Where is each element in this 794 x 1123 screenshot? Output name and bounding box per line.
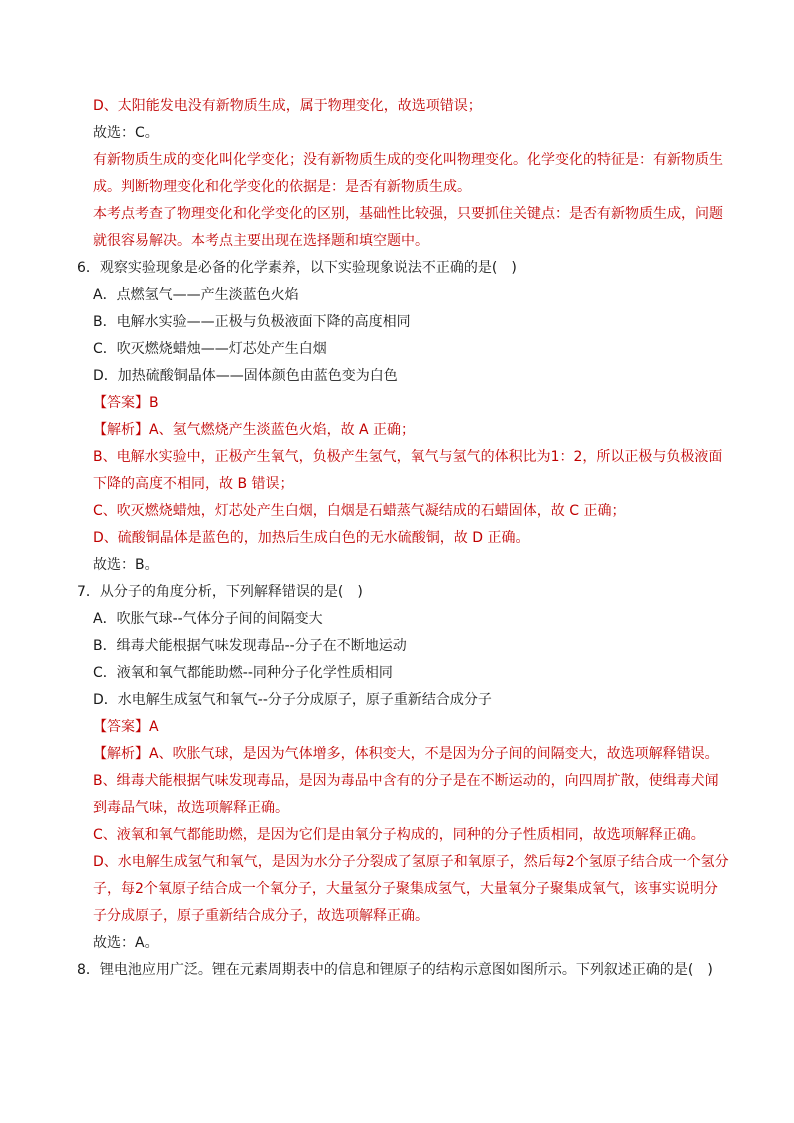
question-6-analysis-line-5: D、硫酸铜晶体是蓝色的，加热后生成白色的无水硫酸铜，故 D 正确。 (93, 530, 530, 546)
question-7-answer: 【答案】A (93, 719, 159, 735)
prev-summary-line-1: 有新物质生成的变化叫化学变化；没有新物质生成的变化叫物理变化。化学变化的特征是：有新物质生 (93, 152, 723, 168)
question-7-option-a: A．吹胀气球--气体分子间的间隔变大 (93, 611, 323, 627)
prev-summary-line-2: 成。判断物理变化和化学变化的依据是：是否有新物质生成。 (93, 179, 471, 195)
question-6-option-a: A．点燃氢气——产生淡蓝色火焰 (93, 287, 299, 303)
question-6-option-c: C．吹灭燃烧蜡烛——灯芯处产生白烟 (93, 341, 327, 357)
prev-comment-line-1: 本考点考查了物理变化和化学变化的区别，基础性比较强，只要抓住关键点：是否有新物质生成，问题 (93, 206, 723, 222)
document-body (77, 93, 727, 984)
question-8-stem: 8．锂电池应用广泛。锂在元素周期表中的信息和锂原子的结构示意图如图所示。下列叙述正确的是( ) (77, 962, 713, 978)
question-7-analysis-line-1: 【解析】A、吹胀气球，是因为气体增多，体积变大，不是因为分子间的间隔变大，故选项解释错误。 (93, 746, 719, 762)
question-6-answer: 【答案】B (93, 395, 159, 411)
question-7-select: 故选：A。 (93, 935, 159, 951)
question-7-analysis-line-4: C、液氧和氧气都能助燃，是因为它们是由氧分子构成的，同种的分子性质相同，故选项解释正确。 (93, 827, 705, 843)
question-7-option-b: B．缉毒犬能根据气味发现毒品--分子在不断地运动 (93, 638, 407, 654)
question-7-analysis-line-2: B、缉毒犬能根据气味发现毒品，是因为毒品中含有的分子是在不断运动的，向四周扩散，使缉毒犬闻 (93, 773, 719, 789)
question-6-analysis-line-4: C、吹灭燃烧蜡烛，灯芯处产生白烟，白烟是石蜡蒸气凝结成的石蜡固体，故 C 正确； (93, 503, 626, 519)
question-6-analysis-line-2: B、电解水实验中，正极产生氧气，负极产生氢气，氧气与氢气的体积比为1：2，所以正极与负极液面 (93, 449, 723, 465)
prev-answer-select: 故选：C。 (93, 125, 159, 141)
question-6-analysis-line-3: 下降的高度不相同，故 B 错误； (93, 476, 294, 492)
question-7-option-c: C．液氧和氧气都能助燃--同种分子化学性质相同 (93, 665, 393, 681)
question-6-select: 故选：B。 (93, 557, 159, 573)
prev-comment-line-2: 就很容易解决。本考点主要出现在选择题和填空题中。 (93, 233, 429, 249)
question-7-option-d: D．水电解生成氢气和氧气--分子分成原子，原子重新结合成分子 (93, 692, 492, 708)
question-6-option-b: B．电解水实验——正极与负极液面下降的高度相同 (93, 314, 411, 330)
question-6-analysis-line-1: 【解析】A、氢气燃烧产生淡蓝色火焰，故 A 正确； (93, 422, 416, 438)
question-7-analysis-line-5: D、水电解生成氢气和氧气，是因为水分子分裂成了氢原子和氧原子，然后每2个氢原子结合成一个氢分 (93, 854, 729, 870)
prev-analysis-line-d: D、太阳能发电没有新物质生成，属于物理变化，故选项错误； (93, 98, 482, 114)
question-6-option-d: D．加热硫酸铜晶体——固体颜色由蓝色变为白色 (93, 368, 398, 384)
question-7-analysis-line-3: 到毒品气味，故选项解释正确。 (93, 800, 289, 816)
question-6-stem: 6．观察实验现象是必备的化学素养，以下实验现象说法不正确的是( ) (77, 260, 517, 276)
question-7-analysis-line-7: 子分成原子，原子重新结合成分子，故选项解释正确。 (93, 908, 429, 924)
question-7-stem: 7．从分子的角度分析，下列解释错误的是( ) (77, 584, 363, 600)
question-7-analysis-line-6: 子，每2个氧原子结合成一个氧分子，大量氢分子聚集成氢气，大量氧分子聚集成氧气，该事实说明分 (93, 881, 718, 897)
